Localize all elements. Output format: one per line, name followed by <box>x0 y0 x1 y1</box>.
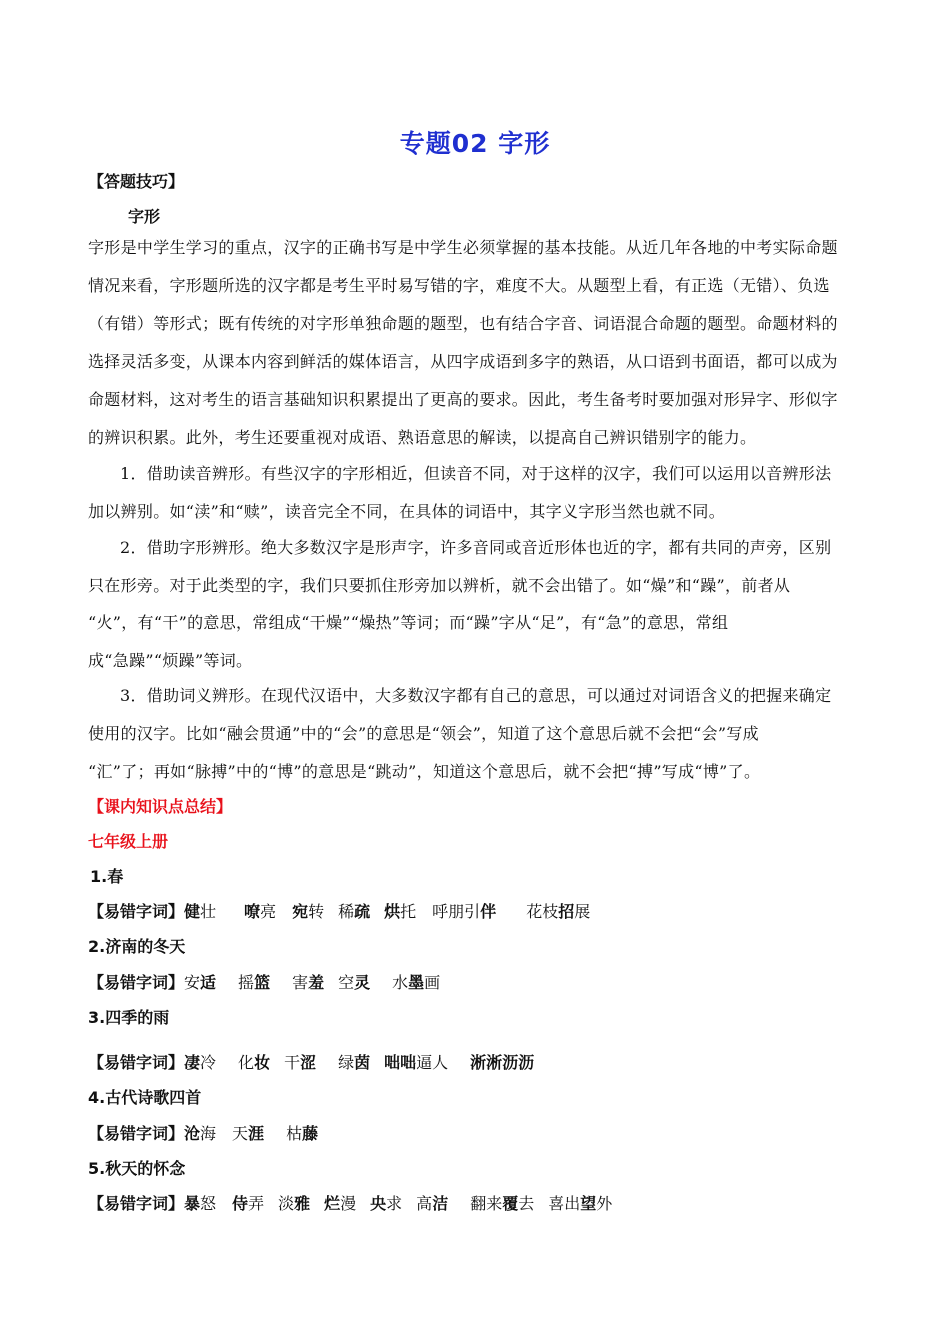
word-list-label: 【易错字词】 <box>88 973 185 992</box>
word-item: 天涯 <box>232 1124 265 1143</box>
method-2-line: 2．借助字形辨形。绝大多数汉字是形声字，许多音同或音近形体也近的字，都有共同的声旁，区别 <box>120 538 832 557</box>
word-list <box>88 1124 318 1144</box>
word-item: 咄咄逼人 <box>384 1053 449 1072</box>
word-item: 嘹亮 <box>244 902 277 921</box>
word-list-label: 【易错字词】 <box>88 1053 185 1072</box>
method-3-line: “汇”了；再如“脉搏”中的“博”的意思是“跳动”，知道这个意思后，就不会把“搏”写成“博”了。 <box>88 762 761 781</box>
word-item: 呼朋引伴 <box>432 902 497 921</box>
intro-line: （有错）等形式；既有传统的对字形单独命题的题型，也有结合字音、词语混合命题的题型。命题材料的 <box>88 314 838 333</box>
grade-heading: 七年级上册 <box>88 832 169 851</box>
word-list <box>88 1053 534 1073</box>
word-item: 健壮 <box>184 902 217 921</box>
method-2-line: “火”，有“干”的意思，常组成“干燥”“燥热”等词；而“躁”字从“足”，有“急”的意思，常组 <box>88 613 729 632</box>
word-item: 稀疏 <box>338 902 371 921</box>
intro-line: 的辨识积累。此外，考生还要重视对成语、熟语意思的解读，以提高自己辨识错别字的能力。 <box>88 428 757 447</box>
word-item: 高洁 <box>416 1194 449 1213</box>
word-item: 花枝招展 <box>526 902 591 921</box>
word-list-label: 【易错字词】 <box>88 902 185 921</box>
method-3-line: 3．借助词义辨形。在现代汉语中，大多数汉字都有自己的意思，可以通过对词语含义的把握来确定 <box>120 686 832 705</box>
word-item: 空灵 <box>338 973 371 992</box>
intro-line: 命题材料，这对考生的语言基础知识积累提出了更高的要求。因此，考生备考时要加强对形异字、形似字 <box>88 390 838 409</box>
knowledge-header: 【课内知识点总结】 <box>88 797 233 816</box>
word-item: 化妆 <box>238 1053 271 1072</box>
method-2-line: 成“急躁”“烦躁”等词。 <box>88 651 253 670</box>
word-list <box>88 973 440 993</box>
word-item: 干涩 <box>284 1053 317 1072</box>
lesson-title: 4.古代诗歌四首 <box>88 1088 202 1107</box>
method-2-line: 只在形旁。对于此类型的字，我们只要抓住形旁加以辨析，就不会出错了。如“燥”和“躁”，前者从 <box>88 576 791 595</box>
word-item: 喜出望外 <box>548 1194 613 1213</box>
word-item: 淅淅沥沥 <box>470 1053 535 1072</box>
word-item: 暴怒 <box>184 1194 217 1213</box>
word-list <box>88 1194 612 1214</box>
lesson-title: 3.四季的雨 <box>88 1008 170 1027</box>
word-item: 沧海 <box>184 1124 217 1143</box>
word-item: 害羞 <box>292 973 325 992</box>
word-item: 安适 <box>184 973 217 992</box>
method-1-line: 加以辨别。如“渎”和“赎”，读音完全不同，在具体的词语中，其字义字形当然也就不同。 <box>88 502 726 521</box>
word-list-label: 【易错字词】 <box>88 1194 185 1213</box>
lesson-title: 5.秋天的怀念 <box>88 1159 186 1178</box>
page-title: 专题02 字形 <box>399 129 551 158</box>
lesson-title: 1.春 <box>90 867 124 886</box>
word-item: 央求 <box>370 1194 403 1213</box>
skills-subheader: 字形 <box>128 207 161 226</box>
word-item: 宛转 <box>292 902 325 921</box>
word-item: 翻来覆去 <box>470 1194 535 1213</box>
word-item: 摇篮 <box>238 973 271 992</box>
word-item: 侍弄 <box>232 1194 265 1213</box>
lesson-title: 2.济南的冬天 <box>88 937 186 956</box>
word-list-label: 【易错字词】 <box>88 1124 185 1143</box>
method-3-line: 使用的汉字。比如“融会贯通”中的“会”的意思是“领会”，知道了这个意思后就不会把“会”写成 <box>88 724 759 743</box>
word-item: 枯藤 <box>286 1124 319 1143</box>
word-item: 水墨画 <box>392 973 441 992</box>
word-item: 凄冷 <box>184 1053 217 1072</box>
skills-header: 【答题技巧】 <box>88 172 185 191</box>
word-item: 烘托 <box>384 902 417 921</box>
intro-line: 情况来看，字形题所选的汉字都是考生平时易写错的字，难度不大。从题型上看，有正选（无错）、负选 <box>88 276 830 295</box>
word-list <box>88 902 590 922</box>
intro-line: 选择灵活多变，从课本内容到鲜活的媒体语言，从四字成语到多字的熟语，从口语到书面语，都可以成为 <box>88 352 838 371</box>
word-item: 淡雅 <box>278 1194 311 1213</box>
method-1-line: 1．借助读音辨形。有些汉字的字形相近，但读音不同，对于这样的汉字，我们可以运用以音辨形法 <box>120 464 832 483</box>
word-item: 烂漫 <box>324 1194 357 1213</box>
word-item: 绿茵 <box>338 1053 371 1072</box>
intro-line: 字形是中学生学习的重点，汉字的正确书写是中学生必须掌握的基本技能。从近几年各地的中考实际命题 <box>88 238 838 257</box>
